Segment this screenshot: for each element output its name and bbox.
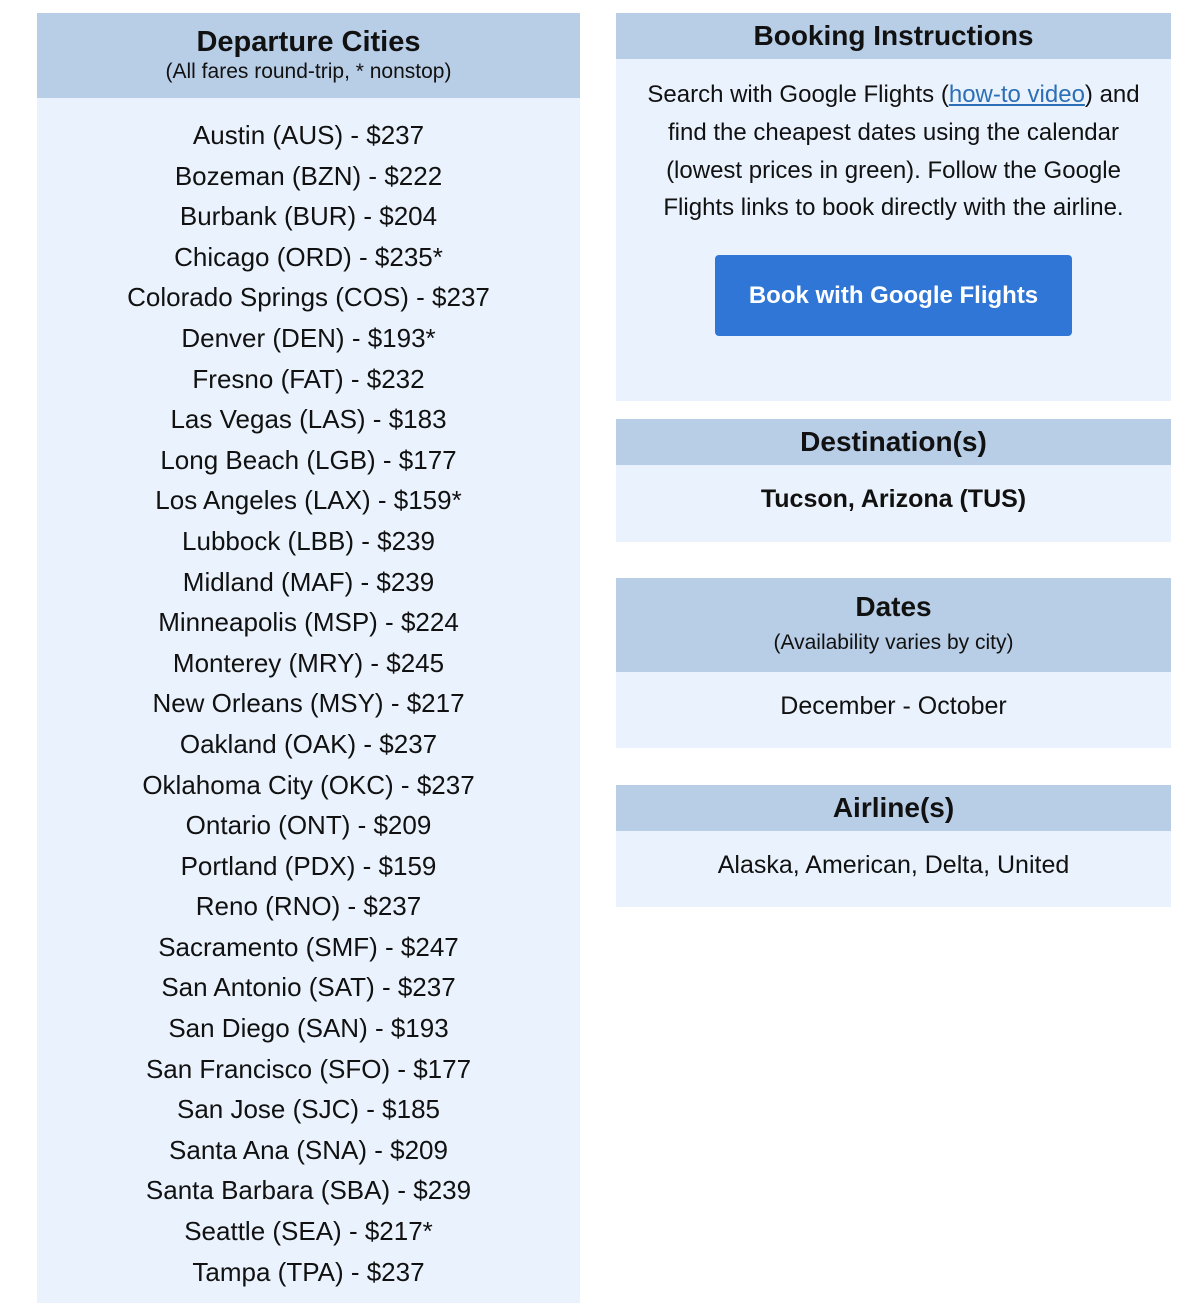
departure-city-item: Long Beach (LGB) - $177: [160, 444, 457, 475]
departure-city-item: Monterey (MRY) - $245: [172, 647, 445, 678]
destination-value: Tucson, Arizona (TUS): [760, 485, 1027, 513]
departure-city-item: Ontario (ONT) - $209: [185, 810, 432, 841]
booking-instructions-text: [644, 76, 1144, 227]
departure-city-item: Oakland (OAK) - $237: [179, 728, 438, 759]
dates-header: [616, 578, 1171, 672]
departure-city-item: Denver (DEN) - $193*: [181, 322, 436, 353]
departure-cities-subtitle: (All fares round-trip, * nonstop): [165, 60, 452, 83]
departure-city-item: Austin (AUS) - $237: [192, 120, 425, 150]
departure-city-item: Midland (MAF) - $239: [182, 566, 435, 597]
departure-city-item: Lubbock (LBB) - $239: [182, 525, 435, 556]
departure-city-item: Tampa (TPA) - $237: [192, 1256, 425, 1287]
dates-subtitle: (Availability varies by city): [773, 631, 1014, 654]
departure-city-item: Minneapolis (MSP) - $224: [158, 607, 459, 638]
how-to-video-link[interactable]: how-to video: [948, 81, 1085, 108]
departure-cities-title: Departure Cities: [196, 26, 421, 58]
booking-instructions-title: Booking Instructions: [616, 13, 1171, 59]
departure-city-item: Las Vegas (LAS) - $183: [170, 404, 447, 435]
dates-title: Dates: [855, 591, 932, 622]
departure-city-item: New Orleans (MSY) - $217: [152, 688, 465, 719]
departure-city-list: [37, 98, 580, 1292]
departure-city-item: Burbank (BUR) - $204: [179, 201, 438, 232]
departure-city-item: Reno (RNO) - $237: [195, 891, 422, 922]
airlines-title: Airline(s): [616, 785, 1171, 831]
booking-text-intro: Search with Google Flights (: [647, 81, 949, 108]
destination-title: Destination(s): [616, 419, 1171, 465]
departure-city-item: San Diego (SAN) - $193: [168, 1013, 449, 1044]
airlines-panel: [616, 785, 1171, 907]
departure-city-item: Santa Barbara (SBA) - $239: [145, 1175, 472, 1206]
departure-city-item: Los Angeles (LAX) - $159*: [155, 485, 462, 516]
departure-city-item: Santa Ana (SNA) - $209: [169, 1134, 448, 1165]
destination-panel: [616, 419, 1171, 542]
book-with-google-flights-button[interactable]: Book with Google Flights: [715, 255, 1072, 336]
departure-city-item: Sacramento (SMF) - $247: [158, 931, 459, 962]
departure-city-item: San Jose (SJC) - $185: [176, 1094, 440, 1125]
airlines-value: Alaska, American, Delta, United: [717, 851, 1070, 879]
departure-city-item: Colorado Springs (COS) - $237: [127, 282, 490, 313]
departure-city-item: Seattle (SEA) - $217*: [184, 1216, 433, 1247]
departure-city-item: San Antonio (SAT) - $237: [161, 972, 456, 1003]
departure-city-item: San Francisco (SFO) - $177: [145, 1053, 472, 1084]
booking-instructions-panel: [616, 13, 1171, 401]
departure-city-item: Bozeman (BZN) - $222: [174, 160, 443, 191]
departure-city-item: Portland (PDX) - $159: [180, 850, 437, 881]
dates-panel: [616, 578, 1171, 748]
departure-cities-panel: [37, 13, 580, 1303]
departure-city-item: Fresno (FAT) - $232: [192, 363, 425, 394]
departure-cities-header: [37, 13, 580, 98]
departure-city-item: Chicago (ORD) - $235*: [174, 241, 443, 272]
booking-text-rest: ) and find the cheapest dates using the calendar (lowest prices in green). Follow the Google Flights links to book directly with the airline.: [663, 81, 1140, 222]
departure-city-item: Oklahoma City (OKC) - $237: [142, 769, 475, 800]
dates-value: December - October: [780, 692, 1007, 720]
